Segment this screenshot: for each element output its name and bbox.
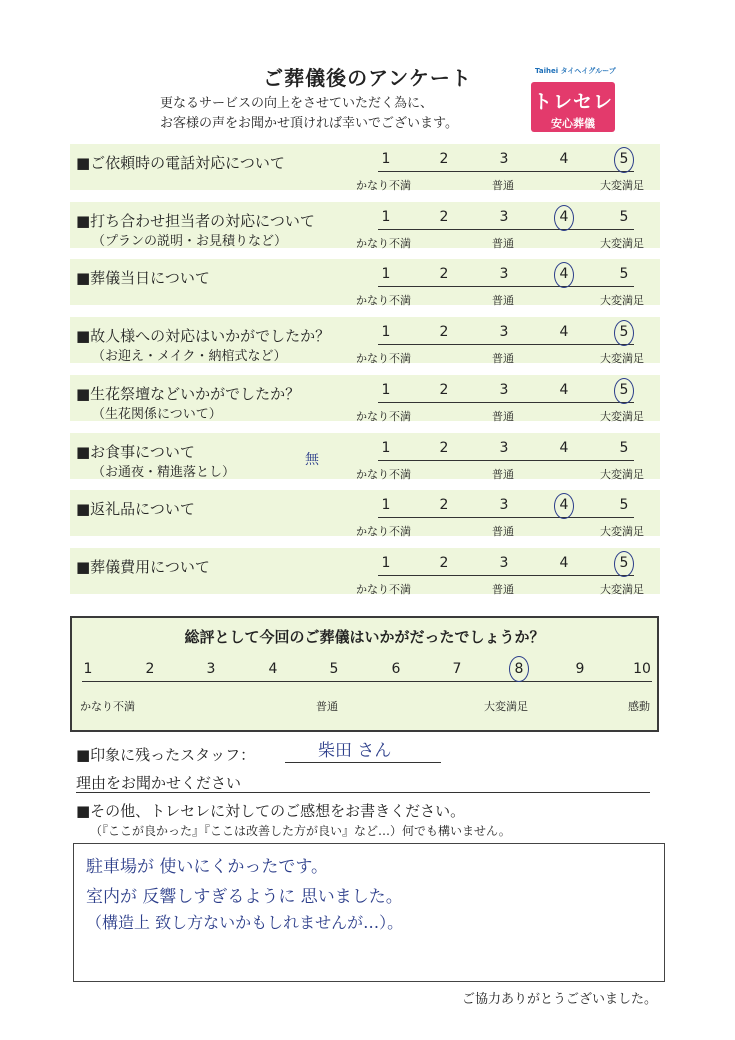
scale-line — [378, 575, 634, 576]
comment-line-2: 室内が 反響しすぎるように 思いました。 — [86, 887, 403, 907]
overall-line — [82, 681, 652, 682]
scale-number[interactable]: 4 — [559, 382, 569, 398]
scale-number[interactable]: 5 — [619, 440, 629, 456]
overall-rating-box — [70, 616, 659, 732]
scale-number[interactable]: 2 — [439, 440, 449, 456]
scale-number[interactable]: 5 — [619, 497, 629, 513]
scale-number[interactable]: 2 — [439, 324, 449, 340]
scale-number[interactable]: 4 — [559, 266, 569, 282]
question-sub: （お通夜・精進落とし） — [92, 465, 236, 480]
scale-label-low: かなり不満 — [356, 583, 411, 596]
scale-line — [378, 286, 634, 287]
overall-title: 総評として今回のご葬儀はいかがだったでしょうか？ — [184, 628, 545, 646]
scale-number[interactable]: 4 — [559, 324, 569, 340]
overall-answer-circle — [509, 656, 529, 682]
question-label: ■ご依頼時の電話対応について — [76, 154, 285, 172]
scale-number[interactable]: 3 — [499, 440, 509, 456]
scale-label-mid: 普通 — [492, 237, 514, 250]
footer-thanks: ご協力ありがとうございました。 — [462, 992, 658, 1007]
overall-number[interactable]: 7 — [452, 661, 462, 677]
scale-line — [378, 344, 634, 345]
comment-line-3: （構造上 致し方ないかもしれませんが…）。 — [86, 913, 404, 932]
scale-label-high: 大変満足 — [600, 583, 644, 596]
answer-circle — [554, 493, 574, 519]
scale-line — [378, 460, 634, 461]
scale-number[interactable]: 1 — [381, 266, 391, 282]
scale-number[interactable]: 3 — [499, 497, 509, 513]
taihei-logo-text: Taihei タイヘイグループ — [535, 67, 616, 75]
scale-label-high: 大変満足 — [600, 410, 644, 423]
reason-underline — [76, 792, 650, 793]
scale-label-high: 大変満足 — [600, 525, 644, 538]
scale-number[interactable]: 4 — [559, 555, 569, 571]
answer-circle — [614, 378, 634, 404]
scale-number[interactable]: 1 — [381, 382, 391, 398]
scale-number[interactable]: 3 — [499, 382, 509, 398]
question-label: ■故人様への対応はいかがでしたか？ — [76, 327, 331, 345]
comments-label: ■その他、トレセレに対してのご感想をお書きください。 — [76, 802, 466, 820]
scale-number[interactable]: 2 — [439, 151, 449, 167]
scale-label-mid: 普通 — [492, 525, 514, 538]
scale-label-low: かなり不満 — [356, 237, 411, 250]
scale-line — [378, 402, 634, 403]
overall-scale — [72, 618, 657, 730]
scale-number[interactable]: 3 — [499, 324, 509, 340]
scale-label-low: かなり不満 — [356, 410, 411, 423]
staff-label: ■印象に残ったスタッフ： — [76, 746, 256, 764]
scale-label-low: かなり不満 — [356, 468, 411, 481]
overall-label-top: 感動 — [628, 700, 650, 713]
scale-label-mid: 普通 — [492, 179, 514, 192]
scale-label-mid: 普通 — [492, 352, 514, 365]
staff-underline — [285, 762, 441, 763]
scale-number[interactable]: 5 — [619, 555, 629, 571]
answer-circle — [614, 147, 634, 173]
question-label: ■打ち合わせ担当者の対応について — [76, 212, 315, 230]
scale-label-low: かなり不満 — [356, 352, 411, 365]
scale-number[interactable]: 1 — [381, 151, 391, 167]
overall-number[interactable]: 1 — [83, 661, 93, 677]
staff-value[interactable]: 柴田 さん — [318, 741, 392, 761]
intro-line-2: お客様の声をお聞かせ頂ければ幸いでございます。 — [160, 116, 458, 131]
intro-text — [160, 94, 458, 134]
overall-label-mid: 普通 — [316, 700, 338, 713]
scale-number[interactable]: 2 — [439, 266, 449, 282]
scale-number[interactable]: 2 — [439, 497, 449, 513]
scale-label-low: かなり不満 — [356, 179, 411, 192]
scale-label-mid: 普通 — [492, 410, 514, 423]
scale-number[interactable]: 2 — [439, 555, 449, 571]
scale-label-high: 大変満足 — [600, 179, 644, 192]
scale-label-low: かなり不満 — [356, 525, 411, 538]
scale-line — [378, 229, 634, 230]
question-label: ■お食事について — [76, 443, 195, 461]
answer-circle — [614, 551, 634, 577]
overall-label-low: かなり不満 — [80, 700, 135, 713]
scale-number[interactable]: 5 — [619, 266, 629, 282]
torecere-logo — [531, 82, 615, 132]
scale-label-low: かなり不満 — [356, 294, 411, 307]
scale-number[interactable]: 2 — [439, 382, 449, 398]
scale-label-high: 大変満足 — [600, 237, 644, 250]
overall-label-high: 大変満足 — [484, 700, 528, 713]
comment-line-1: 駐車場が 使いにくかったです。 — [86, 857, 329, 877]
reason-label: 理由をお聞かせください — [76, 774, 242, 792]
scale-number[interactable]: 1 — [381, 209, 391, 225]
question-sub: （お迎え・メイク・納棺式など） — [92, 349, 287, 364]
scale-number[interactable]: 5 — [619, 151, 629, 167]
question-note: 無 — [305, 452, 319, 468]
scale-number[interactable]: 5 — [619, 324, 629, 340]
question-label: ■生花祭壇などいかがでしたか？ — [76, 385, 301, 403]
scale-number[interactable]: 3 — [499, 555, 509, 571]
page-title: ご葬儀後のアンケート — [263, 66, 472, 90]
overall-number[interactable]: 8 — [514, 661, 524, 677]
scale-number[interactable]: 4 — [559, 209, 569, 225]
scale-number[interactable]: 3 — [499, 266, 509, 282]
answer-circle — [554, 262, 574, 288]
scale-number[interactable]: 1 — [381, 440, 391, 456]
scale-label-mid: 普通 — [492, 583, 514, 596]
overall-number[interactable]: 5 — [329, 661, 339, 677]
scale-number[interactable]: 5 — [619, 382, 629, 398]
scale-number[interactable]: 1 — [381, 324, 391, 340]
scale-number[interactable]: 4 — [559, 497, 569, 513]
overall-number[interactable]: 4 — [268, 661, 278, 677]
scale-number[interactable]: 1 — [381, 555, 391, 571]
scale-number[interactable]: 3 — [499, 209, 509, 225]
question-sub: （プランの説明・お見積りなど） — [92, 234, 288, 249]
question-label: ■返礼品について — [76, 500, 195, 518]
logo-sub: 安心葬儀 — [551, 117, 595, 130]
answer-circle — [614, 320, 634, 346]
overall-number[interactable]: 10 — [633, 661, 651, 677]
scale-number[interactable]: 2 — [439, 209, 449, 225]
question-label: ■葬儀当日について — [76, 269, 210, 287]
overall-number[interactable]: 9 — [575, 661, 585, 677]
overall-number[interactable]: 3 — [206, 661, 216, 677]
overall-number[interactable]: 6 — [391, 661, 401, 677]
comments-hint: （『ここが良かった』『ここは改善した方が良い』など…）何でも構いません。 — [90, 824, 511, 838]
scale-line — [378, 517, 634, 518]
question-sub: （生花関係について） — [92, 407, 222, 422]
logo-group-text — [535, 66, 616, 76]
logo-name: トレセレ — [532, 91, 613, 113]
answer-circle — [554, 205, 574, 231]
scale-label-high: 大変満足 — [600, 294, 644, 307]
scale-label-mid: 普通 — [492, 294, 514, 307]
question-label: ■葬儀費用について — [76, 558, 210, 576]
comments-box[interactable] — [73, 843, 665, 982]
scale-label-high: 大変満足 — [600, 468, 644, 481]
intro-line-1: 更なるサービスの向上をさせていただく為に、 — [160, 96, 434, 111]
scale-number[interactable]: 5 — [619, 209, 629, 225]
scale-number[interactable]: 1 — [381, 497, 391, 513]
scale-label-mid: 普通 — [492, 468, 514, 481]
overall-number[interactable]: 2 — [145, 661, 155, 677]
scale-label-high: 大変満足 — [600, 352, 644, 365]
scale-line — [378, 171, 634, 172]
scale-number[interactable]: 3 — [499, 151, 509, 167]
scale-number[interactable]: 4 — [559, 151, 569, 167]
scale-number[interactable]: 4 — [559, 440, 569, 456]
